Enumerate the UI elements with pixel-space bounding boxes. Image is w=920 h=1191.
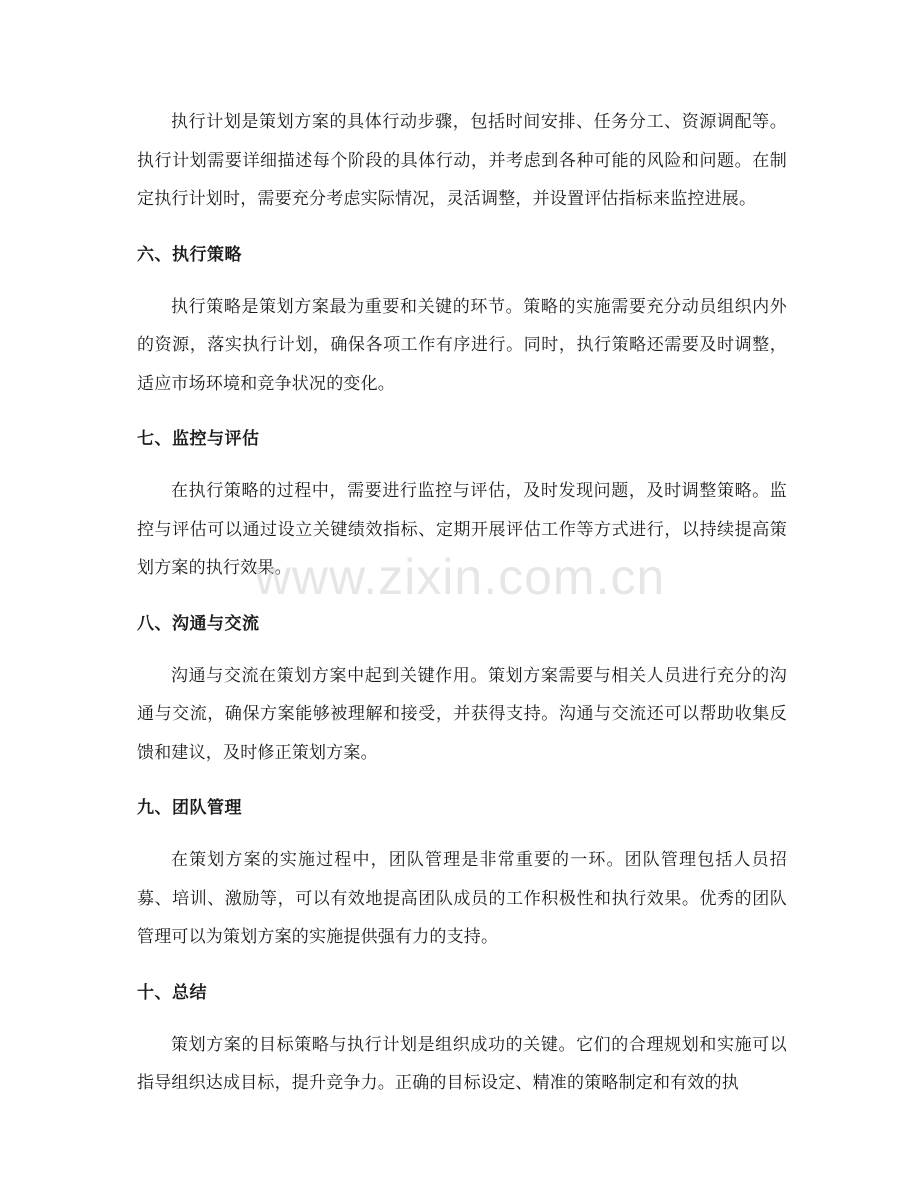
section-paragraph: 策划方案的目标策略与执行计划是组织成功的关键。它们的合理规划和实施可以指导组织达成目标，提升竞争力。正确的目标设定、精准的策略制定和有效的执 bbox=[137, 1034, 787, 1093]
watermark: www.zixin.com.cn bbox=[254, 549, 666, 605]
section-paragraph: 执行策略是策划方案最为重要和关键的环节。策略的实施需要充分动员组织内外的资源，落实执行计划，确保各项工作有序进行。同时，执行策略还需要及时调整，适应市场环境和竞争状况的变化。 bbox=[137, 296, 787, 394]
section-paragraph: 沟通与交流在策划方案中起到关键作用。策划方案需要与相关人员进行充分的沟通与交流，确保方案能够被理解和接受，并获得支持。沟通与交流还可以帮助收集反馈和建议，及时修正策划方案。 bbox=[137, 665, 787, 763]
section-six bbox=[137, 240, 787, 425]
section-heading: 九、团队管理 bbox=[137, 798, 242, 818]
section-paragraph: 在执行策略的过程中，需要进行监控与评估，及时发现问题，及时调整策略。监控与评估可以通过设立关键绩效指标、定期开展评估工作等方式进行，以持续提高策划方案的执行效果。 bbox=[137, 481, 787, 578]
section-nine bbox=[137, 793, 787, 978]
section-eight bbox=[137, 609, 787, 794]
section-heading: 八、沟通与交流 bbox=[137, 613, 260, 634]
section-ten bbox=[137, 978, 787, 1103]
section-heading: 六、执行策略 bbox=[137, 244, 242, 265]
intro-paragraph: 执行计划是策划方案的具体行动步骤，包括时间安排、任务分工、资源调配等。执行计划需要详细描述每个阶段的具体行动，并考虑到各种可能的风险和问题。在制定执行计划时，需要充分考虑实际情况，灵活调整，并设置评估指标来监控进展。 bbox=[137, 112, 787, 209]
section-heading: 七、监控与评估 bbox=[137, 429, 260, 449]
section-seven bbox=[137, 424, 787, 609]
section-heading: 十、总结 bbox=[137, 982, 207, 1003]
document-body bbox=[137, 103, 787, 1103]
section-paragraph: 在策划方案的实施过程中，团队管理是非常重要的一环。团队管理包括人员招募、培训、激励等，可以有效地提高团队成员的工作积极性和执行效果。优秀的团队管理可以为策划方案的实施提供强有力的支持。 bbox=[137, 850, 787, 947]
